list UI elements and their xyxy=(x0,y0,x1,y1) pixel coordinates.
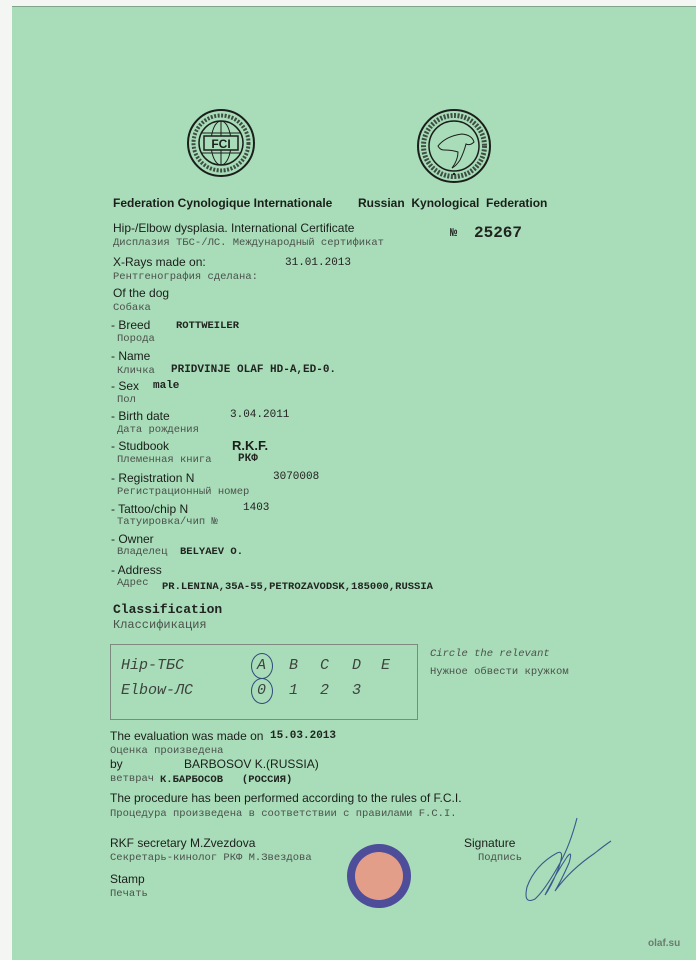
certificate-number: 25267 xyxy=(474,224,523,242)
watermark: olaf.su xyxy=(648,938,681,949)
breed-value: ROTTWEILER xyxy=(176,320,240,332)
elbow-option-3[interactable]: 3 xyxy=(352,682,362,699)
vet-name-en: BARBOSOV K.(RUSSIA) xyxy=(184,757,319,771)
rkf-stamp-icon xyxy=(347,844,411,908)
dog-label-ru: Собака xyxy=(113,302,151,314)
circle-note-en: Circle the relevant xyxy=(430,648,550,660)
hip-option-b[interactable]: B xyxy=(289,657,299,674)
tattoo-label-ru: Татуировка/чип № xyxy=(117,516,218,528)
elbow-option-0[interactable]: 0 xyxy=(257,682,267,699)
fci-name: Federation Cynologique Internationale xyxy=(113,196,333,210)
procedure-text-ru: Процедура произведена в соответствии с правилами F.C.I. xyxy=(110,808,457,820)
stamp-label-en: Stamp xyxy=(110,872,145,886)
address-value: PR.LENINA,35A-55,PETROZAVODSK,185000,RUSSIA xyxy=(162,581,433,593)
sex-label-ru: Пол xyxy=(117,394,136,406)
registration-label-en: - Registration N xyxy=(111,471,195,485)
owner-value: BELYAEV O. xyxy=(180,546,244,558)
xrays-label-ru: Рентгенография сделана: xyxy=(113,271,258,283)
evaluation-label-ru: Оценка произведена xyxy=(110,745,224,757)
name-label-ru: Кличка xyxy=(117,365,155,377)
signature-label-en: Signature xyxy=(464,836,516,850)
breed-label-ru: Порода xyxy=(117,333,155,345)
xrays-label-en: X-Rays made on: xyxy=(113,255,206,269)
tattoo-label-en: - Tattoo/chip N xyxy=(111,502,189,516)
evaluation-label-en: The evaluation was made on xyxy=(110,729,264,743)
sex-value: male xyxy=(153,380,180,392)
fci-globe-logo-icon xyxy=(186,108,256,178)
signature-scribble-icon xyxy=(515,815,615,905)
birth-date-label-ru: Дата рождения xyxy=(117,424,199,436)
elbow-label: Elbow-ЛС xyxy=(121,682,194,699)
studbook-label-en: - Studbook xyxy=(111,439,170,453)
hip-option-e[interactable]: E xyxy=(381,657,391,674)
breed-label-en: - Breed xyxy=(111,318,151,332)
evaluation-date: 15.03.2013 xyxy=(270,730,337,742)
elbow-selection-circle xyxy=(251,678,273,704)
registration-value: 3070008 xyxy=(273,471,320,483)
elbow-option-1[interactable]: 1 xyxy=(289,682,299,699)
owner-label-en: - Owner xyxy=(111,532,154,546)
hip-option-a[interactable]: A xyxy=(257,657,267,674)
address-label-ru: Адрес xyxy=(117,577,149,589)
classification-title-en: Classification xyxy=(113,602,223,617)
by-label-ru: ветврач xyxy=(110,773,155,785)
name-value: PRIDVINJE OLAF HD-A,ED-0. xyxy=(171,364,337,376)
elbow-option-2[interactable]: 2 xyxy=(320,682,330,699)
secretary-en: RKF secretary M.Zvezdova xyxy=(110,836,256,850)
studbook-label-ru: Племенная книга xyxy=(117,454,212,466)
address-label-en: - Address xyxy=(111,563,162,577)
studbook-value-en: R.K.F. xyxy=(232,438,269,453)
owner-label-ru: Владелец xyxy=(117,546,168,558)
signature-label-ru: Подпись xyxy=(478,852,523,864)
rkf-name: Russian Kynological Federation xyxy=(358,196,548,210)
birth-date-label-en: - Birth date xyxy=(111,409,170,423)
rkf-dog-head-logo-icon xyxy=(416,108,492,184)
secretary-ru: Секретарь-кинолог РКФ М.Звездова xyxy=(110,852,312,864)
registration-label-ru: Регистрационный номер xyxy=(117,486,250,498)
hip-selection-circle xyxy=(251,653,273,679)
hip-label: Hip-ТБС xyxy=(121,657,185,674)
by-label-en: by xyxy=(110,757,123,771)
name-label-en: - Name xyxy=(111,349,151,363)
hip-option-d[interactable]: D xyxy=(352,657,362,674)
dog-label-en: Of the dog xyxy=(113,286,170,300)
classification-box xyxy=(110,644,418,720)
sex-label-en: - Sex xyxy=(111,379,140,393)
birth-date-value: 3.04.2011 xyxy=(230,409,290,421)
classification-title-ru: Классификация xyxy=(113,618,207,632)
certificate-title-ru: Дисплазия ТБС-/ЛС. Международный сертификат xyxy=(113,237,384,249)
stamp-label-ru: Печать xyxy=(110,888,148,900)
tattoo-value: 1403 xyxy=(243,502,270,514)
fci-logo-text: FCI xyxy=(211,137,231,151)
studbook-value-ru: РКФ xyxy=(238,453,258,465)
circle-note-ru: Нужное обвести кружком xyxy=(430,666,569,678)
number-sign: № xyxy=(450,226,458,240)
vet-name-ru: К.БАРБОСОВ (РОССИЯ) xyxy=(160,774,293,786)
hip-option-c[interactable]: C xyxy=(320,657,330,674)
xrays-date: 31.01.2013 xyxy=(285,257,352,269)
procedure-text-en: The procedure has been performed according to the rules of F.C.I. xyxy=(110,791,462,805)
certificate-title-en: Hip-/Elbow dysplasia. International Certificate xyxy=(113,221,355,235)
